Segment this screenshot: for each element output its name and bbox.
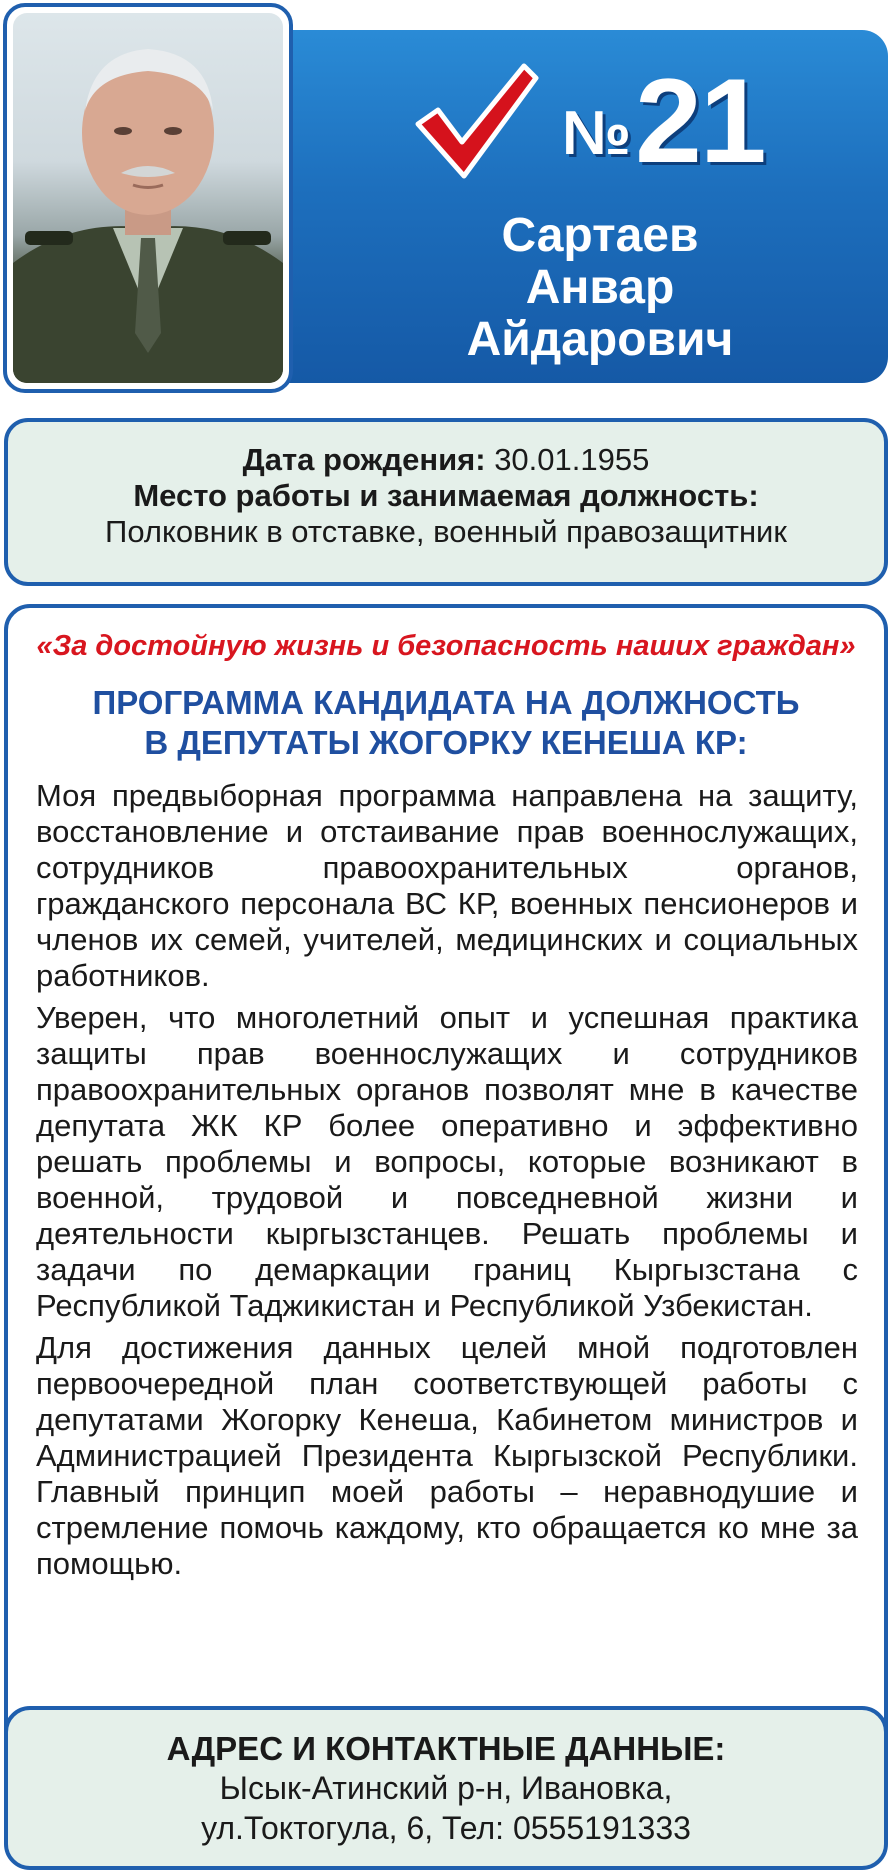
- slogan: «За достойную жизнь и безопасность наших граждан»: [36, 630, 856, 662]
- contacts-street-phone: ул.Токтогула, 6, Тел: 0555191333: [201, 1810, 691, 1846]
- contacts-address: Ысык-Атинский р-н, Ивановка,: [219, 1770, 673, 1806]
- candidate-photo: [13, 13, 283, 383]
- program-title: [8, 683, 884, 763]
- contacts-panel: [4, 1706, 888, 1870]
- program-paragraph-1: Моя предвыборная программа направлена на защиту, восстановление и отстаивание прав военнослужащих, сотрудников правоохранительных органов, гражданского персонала ВС КР, военных пенсионеров и членов их семей, учителей, медицинских и социальных работников.: [36, 778, 858, 993]
- program-text: [36, 778, 858, 1588]
- candidate-patronymic: Айдарович: [466, 313, 734, 366]
- program-title-line-2: В ДЕПУТАТЫ ЖОГОРКУ КЕНЕША КР:: [144, 724, 748, 761]
- checkmark-icon: [412, 58, 540, 186]
- program-paragraph-2: Уверен, что многолетний опыт и успешная практика защиты прав военнослужащих и сотрудников правоохранительных органов позволят мне в качестве депутата ЖК КР более оперативно и эффективно решать проблемы и вопросы, которые возникают в военной, трудовой и повседневной жизни и деятельности кыргызстанцев. Решать проблемы и задачи по демаркации границ Кыргызстана с Республикой Таджикистан и Республикой Узбекистан.: [36, 1000, 858, 1323]
- candidate-number: [562, 52, 765, 190]
- program-title-line-1: ПРОГРАММА КАНДИДАТА НА ДОЛЖНОСТЬ: [92, 684, 800, 721]
- number-value: 21: [635, 54, 765, 188]
- work-value: Полковник в отставке, военный правозащитник: [105, 514, 787, 549]
- contacts-title: АДРЕС И КОНТАКТНЫЕ ДАННЫЕ:: [166, 1730, 726, 1767]
- program-paragraph-3: Для достижения данных целей мной подготовлен первоочередной план соответствующей работы с депутатами Жогорку Кенеша, Кабинетом министров и Администрацией Президента Кыргызской Республики. Главный принцип моей работы – неравнодушие и стремление помочь каждому, кто обращается ко мне за помощью.: [36, 1330, 858, 1581]
- candidate-info-box: [4, 418, 888, 586]
- number-sign: №: [562, 99, 632, 168]
- birth-date-value: 30.01.1955: [494, 442, 650, 477]
- birth-date-row: [8, 442, 884, 478]
- birth-date-label: Дата рождения:: [242, 442, 486, 477]
- work-label: [8, 478, 884, 514]
- program-box: [4, 604, 888, 1870]
- candidate-first-name: Анвар: [525, 261, 675, 314]
- candidate-surname: Сартаев: [501, 209, 699, 262]
- candidate-photo-frame: [3, 3, 293, 393]
- work-label-text: Место работы и занимаемая должность:: [133, 478, 759, 513]
